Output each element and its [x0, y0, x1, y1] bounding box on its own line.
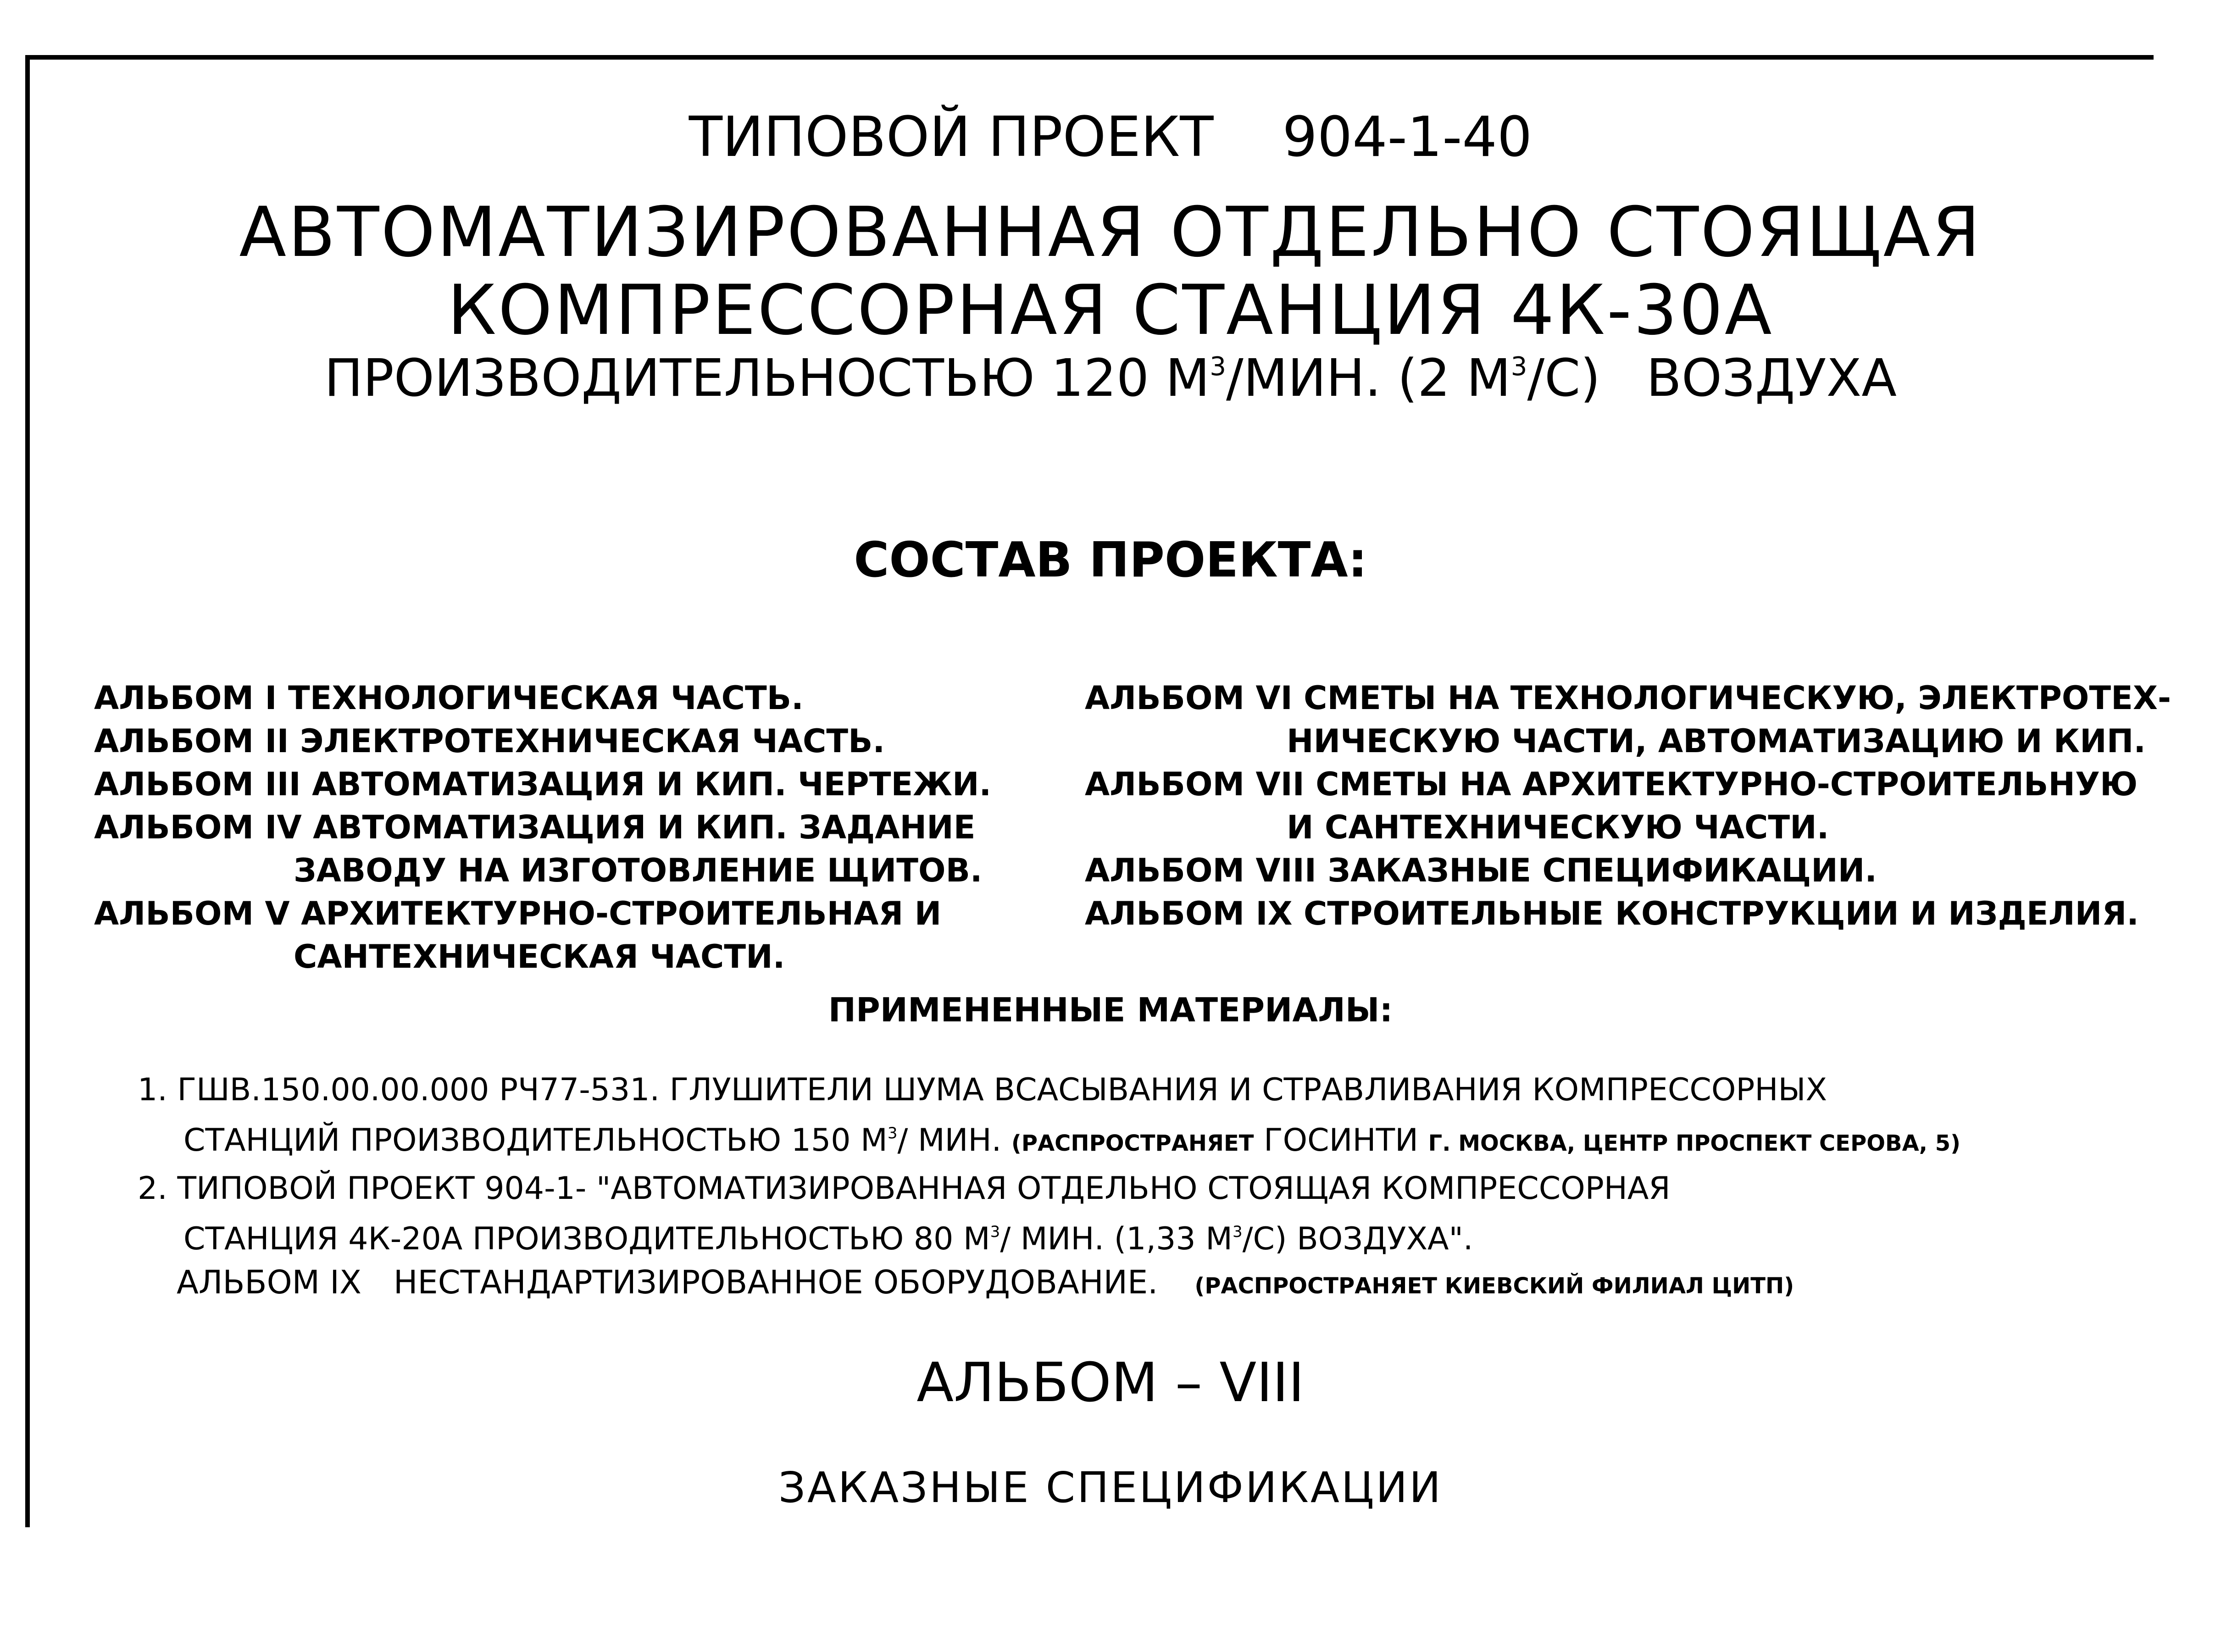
album-entry: [1085, 676, 2171, 720]
album-ix-text: НЕСТАНДАРТИЗИРОВАННОЕ ОБОРУДОВАНИЕ.: [393, 1264, 1158, 1301]
material-text: СТАНЦИЙ ПРОИЗВОДИТЕЛЬНОСТЬЮ 150 М: [183, 1122, 888, 1159]
materials-heading: ПРИМЕНЕННЫЕ МАТЕРИАЛЫ:: [828, 991, 1393, 1029]
album-text-continuation: САНТЕХНИЧЕСКАЯ ЧАСТИ.: [294, 938, 785, 976]
material-number: 2.: [138, 1170, 167, 1207]
album-entry: [94, 720, 991, 763]
album-label: АЛЬБОМ III: [94, 765, 301, 803]
capacity-unit: /С): [1527, 349, 1601, 408]
material-text: /С) ВОЗДУХА".: [1242, 1221, 1473, 1258]
albums-right-column: [1085, 676, 2171, 935]
album-label: АЛЬБОМ I: [94, 679, 277, 717]
album-ix-label: АЛЬБОМ IX: [177, 1264, 361, 1301]
album-entry: [1085, 849, 2171, 892]
album-text: АРХИТЕКТУРНО-СТРОИТЕЛЬНАЯ И: [301, 895, 942, 932]
album-text: СТРОИТЕЛЬНЫЕ КОНСТРУКЦИИ И ИЗДЕЛИЯ.: [1303, 895, 2139, 932]
album-text: ТЕХНОЛОГИЧЕСКАЯ ЧАСТЬ.: [288, 679, 804, 717]
project-number: 904-1-40: [1282, 105, 1532, 169]
album-text: СМЕТЫ НА ТЕХНОЛОГИЧЕСКУЮ, ЭЛЕКТРОТЕХ-: [1304, 679, 2171, 717]
material-line: [138, 1210, 1671, 1261]
album-ix-distributor: (РАСПРОСТРАНЯЕТ КИЕВСКИЙ ФИЛИАЛ ЦИТП): [1194, 1273, 1794, 1299]
material-line: [138, 1112, 1960, 1165]
material-exponent: 3: [887, 1124, 898, 1142]
album-label: АЛЬБОМ IX: [1085, 895, 1293, 932]
material-number: 1.: [138, 1072, 167, 1108]
album-label: АЛЬБОМ IV: [94, 809, 302, 846]
album-entry: [94, 763, 991, 806]
distributor-address: Г. МОСКВА, ЦЕНТР ПРОСПЕКТ СЕРОВА, 5): [1428, 1131, 1961, 1157]
material-unit: / МИН.: [897, 1122, 1002, 1159]
album-label: АЛЬБОМ II: [94, 722, 289, 760]
capacity-exponent-2: 3: [1510, 352, 1527, 382]
capacity-mid: /МИН. (2 М: [1226, 349, 1511, 408]
material-line: [138, 1167, 1671, 1210]
album-label: АЛЬБОМ VII: [1085, 765, 1305, 803]
album-text-continuation: ЗАВОДУ НА ИЗГОТОВЛЕНИЕ ЩИТОВ.: [294, 852, 983, 889]
album-label: АЛЬБОМ VI: [1085, 679, 1293, 717]
title-line-2: КОМПРЕССОРНАЯ СТАНЦИЯ 4К-30А: [447, 271, 1774, 350]
capacity-exponent: 3: [1210, 352, 1227, 382]
album-text-continuation: НИЧЕСКУЮ ЧАСТИ, АВТОМАТИЗАЦИЮ И КИП.: [1287, 722, 2146, 760]
title-line-1: АВТОМАТИЗИРОВАННАЯ ОТДЕЛЬНО СТОЯЩАЯ: [239, 193, 1982, 272]
album-label: АЛЬБОМ V: [94, 895, 290, 932]
albums-left-column: [94, 676, 991, 978]
album-entry: [1085, 763, 2171, 806]
album-text: АВТОМАТИЗАЦИЯ И КИП. ЧЕРТЕЖИ.: [312, 765, 992, 803]
album-text: АВТОМАТИЗАЦИЯ И КИП. ЗАДАНИЕ: [313, 809, 976, 846]
distributor-prefix: (РАСПРОСТРАНЯЕТ: [1011, 1131, 1254, 1157]
material-exponent: 3: [990, 1223, 1000, 1241]
material-exponent-2: 3: [1232, 1223, 1243, 1241]
material-text: ТИПОВОЙ ПРОЕКТ 904-1- "АВТОМАТИЗИРОВАННАЯ ОТДЕЛЬНО СТОЯЩАЯ КОМПРЕССОРНАЯ: [177, 1170, 1671, 1207]
album-text: ЗАКАЗНЫЕ СПЕЦИФИКАЦИИ.: [1327, 852, 1877, 889]
album-text: СМЕТЫ НА АРХИТЕКТУРНО-СТРОИТЕЛЬНУЮ: [1316, 765, 2138, 803]
contents-heading: СОСТАВ ПРОЕКТА:: [854, 532, 1367, 588]
album-text-continuation: И САНТЕХНИЧЕСКУЮ ЧАСТИ.: [1287, 809, 1829, 846]
material-item-2: [138, 1167, 1671, 1261]
album-ix-note: [177, 1264, 1794, 1301]
material-text: ГШВ.150.00.00.000 РЧ77-531. ГЛУШИТЕЛИ ШУМА ВСАСЫВАНИЯ И СТРАВЛИВАНИЯ КОМПРЕССОРНЫХ: [177, 1072, 1827, 1108]
material-line: [138, 1069, 1960, 1112]
album-label: АЛЬБОМ VIII: [1085, 852, 1316, 889]
album-text: ЭЛЕКТРОТЕХНИЧЕСКАЯ ЧАСТЬ.: [300, 722, 885, 760]
album-subtitle: ЗАКАЗНЫЕ СПЕЦИФИКАЦИИ: [778, 1463, 1443, 1512]
material-text: СТАНЦИЯ 4К-20А ПРОИЗВОДИТЕЛЬНОСТЬЮ 80 М: [183, 1221, 990, 1258]
doc-type: ТИПОВОЙ ПРОЕКТ: [689, 105, 1214, 169]
frame-top-border: [25, 55, 2154, 60]
album-entry: [94, 676, 991, 720]
capacity-suffix: ВОЗДУХА: [1646, 349, 1897, 408]
album-entry: [94, 892, 991, 935]
album-entry: [1085, 892, 2171, 935]
capacity-prefix: ПРОИЗВОДИТЕЛЬНОСТЬЮ 120 М: [324, 349, 1210, 408]
distributor-name: ГОСИНТИ: [1264, 1122, 1419, 1159]
material-text: / МИН. (1,33 М: [1000, 1221, 1233, 1258]
material-item-1: [138, 1069, 1960, 1165]
album-entry: [94, 806, 991, 849]
doc-type-line: [0, 105, 2221, 169]
capacity-line: [0, 349, 2221, 408]
album-number: АЛЬБОМ – VIII: [916, 1351, 1305, 1414]
